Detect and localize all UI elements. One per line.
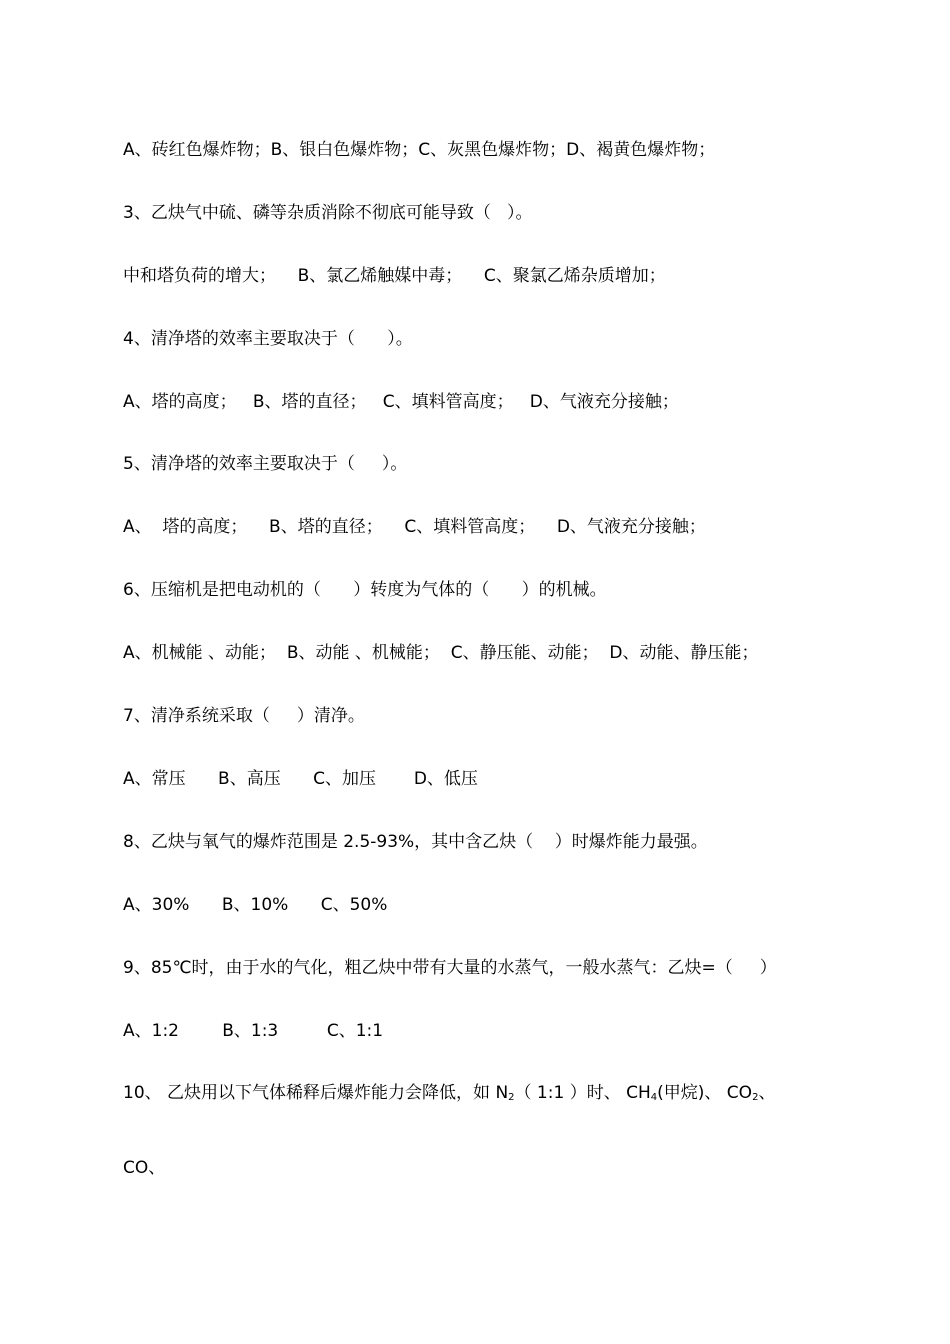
q10-continuation: CO、: [123, 1158, 166, 1178]
q10-subscript-c: 2: [752, 1092, 759, 1103]
q9-options: A、1:2 B、1:3 C、1:1: [123, 1021, 384, 1041]
q8-question: 8、乙炔与氧气的爆炸范围是 2.5-93%，其中含乙炔（ ）时爆炸能力最强。: [123, 832, 708, 852]
q7-question: 7、清净系统采取（ ）清净。: [123, 706, 365, 726]
q6-options: A、机械能 、动能； B、动能 、机械能； C、静压能、动能； D、动能、静压能；: [123, 643, 759, 663]
q2-options: A、砖红色爆炸物；B、银白色爆炸物；C、灰黑色爆炸物；D、褐黄色爆炸物；: [123, 140, 716, 160]
q9-question: 9、85℃时，由于水的气化，粗乙炔中带有大量的水蒸气，一般水蒸气：乙炔=（ ）: [123, 958, 777, 978]
q5-question: 5、清净塔的效率主要取决于（ ）。: [123, 454, 408, 474]
q10-text-c: (甲烷)、 CO: [657, 1083, 753, 1103]
q10-text-b: （ 1:1 ）时、 CH: [514, 1083, 651, 1103]
q3-question: 3、乙炔气中硫、磷等杂质消除不彻底可能导致（ ）。: [123, 203, 533, 223]
q5-options: A、 塔的高度； B、塔的直径； C、填料管高度； D、气液充分接触；: [123, 517, 706, 537]
q4-options: A、塔的高度； B、塔的直径； C、填料管高度； D、气液充分接触；: [123, 392, 679, 412]
q6-question: 6、压缩机是把电动机的（ ）转度为气体的（ ）的机械。: [123, 580, 607, 600]
q10-subscript-a: 2: [508, 1092, 515, 1103]
q10-subscript-b: 4: [650, 1092, 658, 1103]
q10-text-d: 、: [758, 1083, 776, 1103]
q4-question: 4、清净塔的效率主要取决于（ ）。: [123, 329, 413, 349]
q8-options: A、30% B、10% C、50%: [123, 895, 388, 915]
q10-text-a: 10、 乙炔用以下气体稀释后爆炸能力会降低，如 N: [123, 1083, 509, 1103]
q3-options: 中和塔负荷的增大； B、氯乙烯触媒中毒； C、聚氯乙烯杂质增加；: [123, 266, 666, 286]
q10-question: [123, 1082, 775, 1104]
q7-options: A、常压 B、高压 C、加压 D、低压: [123, 769, 478, 789]
